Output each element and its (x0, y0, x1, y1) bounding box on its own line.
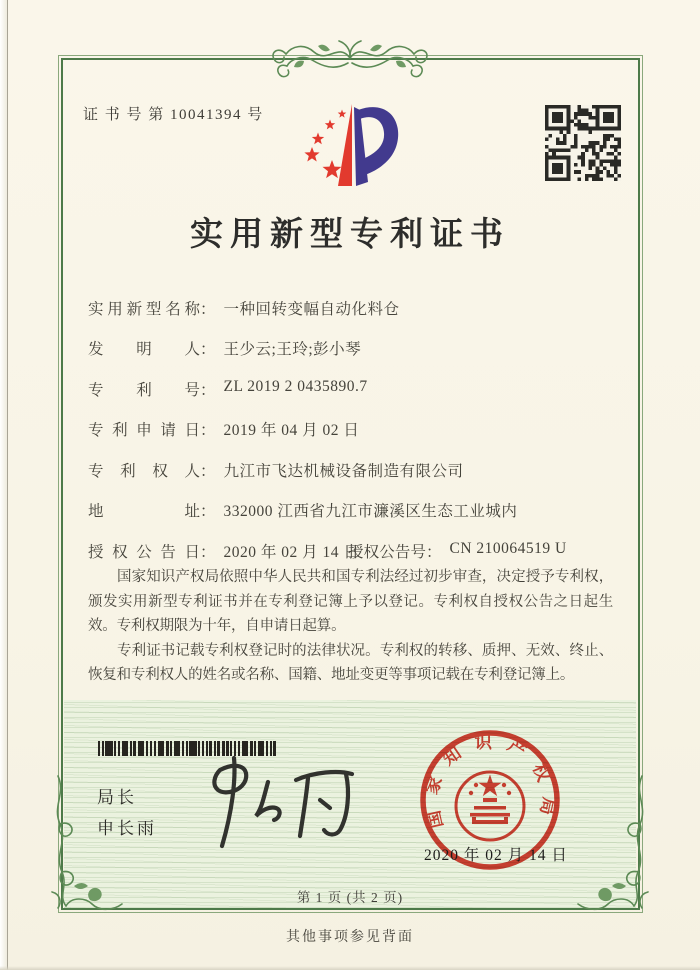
cnipa-logo-icon (292, 98, 412, 198)
field-label: 专利号 (88, 382, 200, 399)
field-value: 九江市飞达机械设备制造有限公司 (223, 463, 464, 480)
signer-name: 申长雨 (97, 819, 157, 838)
field-row-patent-number (88, 378, 618, 400)
field-label: 授权公告号 (348, 544, 426, 561)
field-value: 2020 年 02 月 14 日 (223, 544, 360, 561)
legal-paragraph-1: 国家知识产权局依照中华人民共和国专利法经过初步审查，决定授予专利权，颁发实用新型专利证书并在专利登记簿上予以登记。专利权自授权公告之日起生效。专利权期限为十年，自申请日起算。 (88, 569, 613, 634)
scan-edge-bottom (0, 966, 700, 970)
seal-date: 2020 年 02 月 14 日 (424, 847, 568, 864)
field-value: ZL 2019 2 0435890.7 (223, 378, 368, 395)
field-value: 2019 年 04 月 02 日 (223, 422, 360, 439)
seal-agency-text: 国家知识产权局 (420, 731, 560, 831)
certificate-number: 证 书 号 第 10041394 号 (83, 107, 264, 123)
legal-text (88, 565, 613, 688)
field-colon: ： (200, 341, 216, 358)
field-row-grant (88, 540, 618, 562)
national-emblem-icon (456, 772, 524, 840)
frame-top-ornament-icon (249, 30, 451, 82)
field-colon: ： (200, 382, 216, 399)
field-colon: ： (200, 463, 216, 480)
field-row-inventors (88, 337, 618, 359)
field-colon: ： (200, 503, 216, 520)
page-number: 第 1 页 (共 2 页) (296, 890, 404, 905)
field-label: 专利权人 (88, 463, 200, 480)
certificate-title: 实用新型专利证书 (190, 217, 510, 253)
field-label: 专利申请日 (88, 422, 200, 439)
signature-block (97, 782, 157, 844)
field-colon: ： (426, 544, 442, 561)
field-row-patentee (88, 459, 618, 481)
field-label: 发明人 (88, 341, 200, 358)
field-label: 授权公告日 (88, 544, 200, 561)
field-value: CN 210064519 U (449, 540, 567, 557)
field-row-filing-date (88, 418, 618, 440)
field-value: 王少云;王玲;彭小琴 (223, 341, 362, 358)
field-colon: ： (200, 544, 216, 561)
scan-edge-left (0, 0, 8, 970)
signer-title: 局长 (97, 788, 137, 807)
field-row-address (88, 499, 618, 521)
field-value: 332000 江西省九江市濂溪区生态工业城内 (223, 503, 518, 520)
field-label: 实用新型名称 (88, 301, 200, 318)
field-colon: ： (200, 301, 216, 318)
field-row-name (88, 297, 618, 319)
back-note: 其他事项参见背面 (286, 930, 414, 945)
logo-stars (304, 110, 346, 179)
legal-paragraph-2: 专利证书记载专利权登记时的法律状况。专利权的转移、质押、无效、终止、恢复和专利权人的姓名或名称、国籍、地址变更等事项记载在专利登记簿上。 (88, 642, 613, 683)
grant-number-group (348, 540, 567, 562)
qr-code-icon (545, 105, 621, 181)
fields-section (88, 297, 618, 573)
field-value: 一种回转变幅自动化料仓 (223, 301, 400, 318)
field-label: 地址 (88, 503, 200, 520)
field-colon: ： (200, 422, 216, 439)
handwritten-signature-icon (190, 752, 370, 852)
